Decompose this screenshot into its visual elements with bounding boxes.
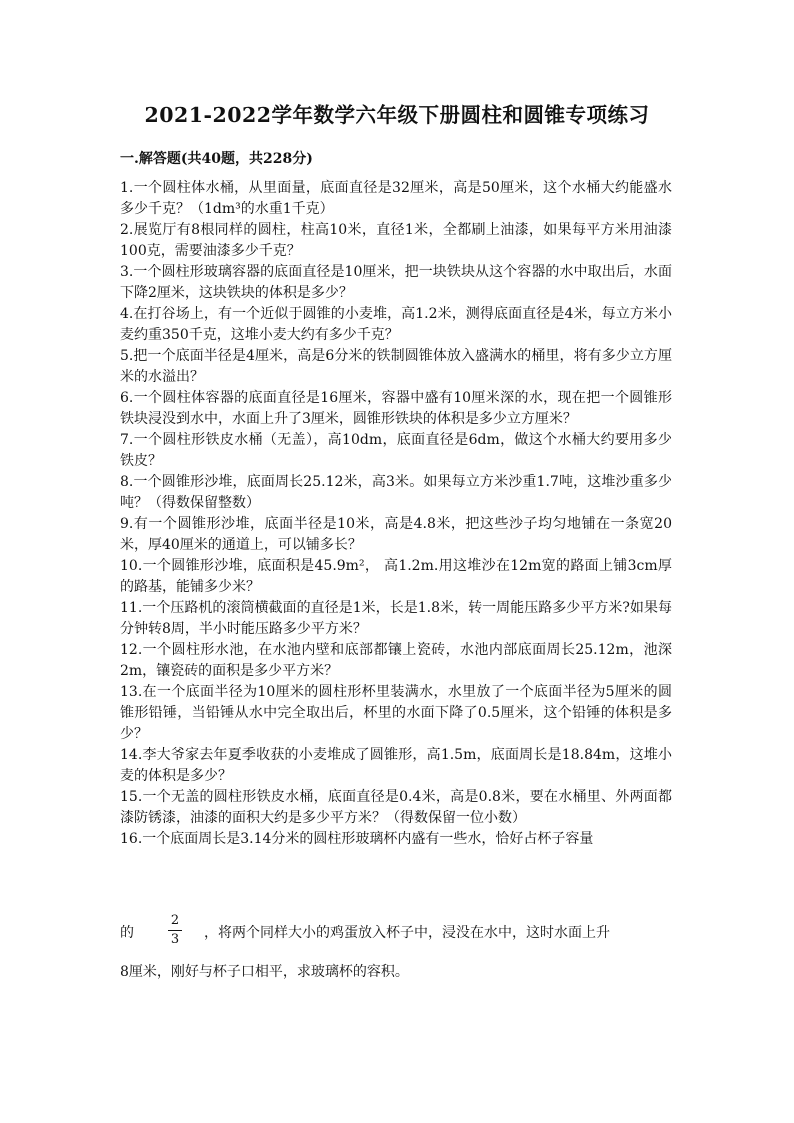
question-item: 9.有一个圆锥形沙堆，底面半径是10米，高是4.8米，把这些沙子均匀地铺在一条宽20米，厚40厘米的通道上，可以铺多长？ [120, 516, 672, 553]
section-heading: 一.解答题(共40题，共228分) [120, 151, 313, 167]
question-item: 3.一个圆柱形玻璃容器的底面直径是10厘米，把一块铁块从这个容器的水中取出后，水面下降2厘米，这块铁块的体积是多少？ [120, 264, 672, 301]
question-item: 4.在打谷场上，有一个近似于圆锥的小麦堆，高1.2米，测得底面直径是4米，每立方米小麦约重350千克，这堆小麦大约有多少千克？ [120, 306, 672, 343]
fraction-bar [168, 930, 182, 931]
question-item: 7.一个圆柱形铁皮水桶（无盖），高10dm，底面直径是6dm，做这个水桶大约要用多少铁皮？ [120, 432, 672, 469]
question-list [120, 178, 672, 850]
question-item: 2.展览厅有8根同样的圆柱，柱高10米，直径1米，全都刷上油漆，如果每平方米用油漆100克，需要油漆多少千克？ [120, 222, 672, 259]
question-item: 5.把一个底面半径是4厘米，高是6分米的铁制圆锥体放入盛满水的桶里，将有多少立方厘米的水溢出？ [120, 348, 672, 385]
question-item: 13.在一个底面半径为10厘米的圆柱形杯里装满水，水里放了一个底面半径为5厘米的圆锥形铅锤，当铅锤从水中完全取出后，杯里的水面下降了0.5厘米，这个铅锤的体积是多少？ [120, 684, 672, 742]
document-title: 2021-2022学年数学六年级下册圆柱和圆锥专项练习 [144, 103, 650, 127]
fraction-suffix: ，将两个同样大小的鸡蛋放入杯子中，浸没在水中，这时水面上升 [204, 925, 610, 941]
question-item: 12.一个圆柱形水池，在水池内壁和底部都镶上瓷砖，水池内部底面周长25.12m，池深2m，镶瓷砖的面积是多少平方米？ [120, 642, 672, 679]
fraction [168, 913, 182, 948]
question-item: 8.一个圆锥形沙堆，底面周长25.12米，高3米。如果每立方米沙重1.7吨，这堆沙重多少吨？（得数保留整数） [120, 474, 672, 511]
question-16-fraction-line [120, 913, 680, 953]
fraction-prefix: 的 [120, 925, 134, 941]
fraction-numerator: 2 [170, 913, 180, 928]
fraction-denominator: 3 [170, 932, 180, 947]
question-item: 15.一个无盖的圆柱形铁皮水桶，底面直径是0.4米，高是0.8米，要在水桶里、外两面都漆防锈漆，油漆的面积大约是多少平方米？（得数保留一位小数） [120, 789, 672, 826]
question-item: 6.一个圆柱体容器的底面直径是16厘米，容器中盛有10厘米深的水，现在把一个圆锥形铁块浸没到水中，水面上升了3厘米，圆锥形铁块的体积是多少立方厘米？ [120, 390, 672, 427]
question-item: 16.一个底面周长是3.14分米的圆柱形玻璃杯内盛有一些水，恰好占杯子容量 [120, 831, 594, 847]
question-item: 1.一个圆柱体水桶，从里面量，底面直径是32厘米，高是50厘米，这个水桶大约能盛水多少千克？（1dm³的水重1千克） [120, 180, 672, 217]
question-item: 14.李大爷家去年夏季收获的小麦堆成了圆锥形，高1.5m，底面周长是18.84m，这堆小麦的体积是多少？ [120, 747, 672, 784]
question-item: 11.一个压路机的滚筒横截面的直径是1米，长是1.8米，转一周能压路多少平方米?如果每分钟转8周，半小时能压路多少平方米？ [120, 600, 672, 637]
question-item: 10.一个圆锥形沙堆，底面积是45.9m²， 高1.2m.用这堆沙在12m宽的路面上铺3cm厚的路基，能铺多少米？ [120, 558, 672, 595]
question-16-tail: 8厘米，刚好与杯子口相平，求玻璃杯的容积。 [120, 964, 409, 980]
